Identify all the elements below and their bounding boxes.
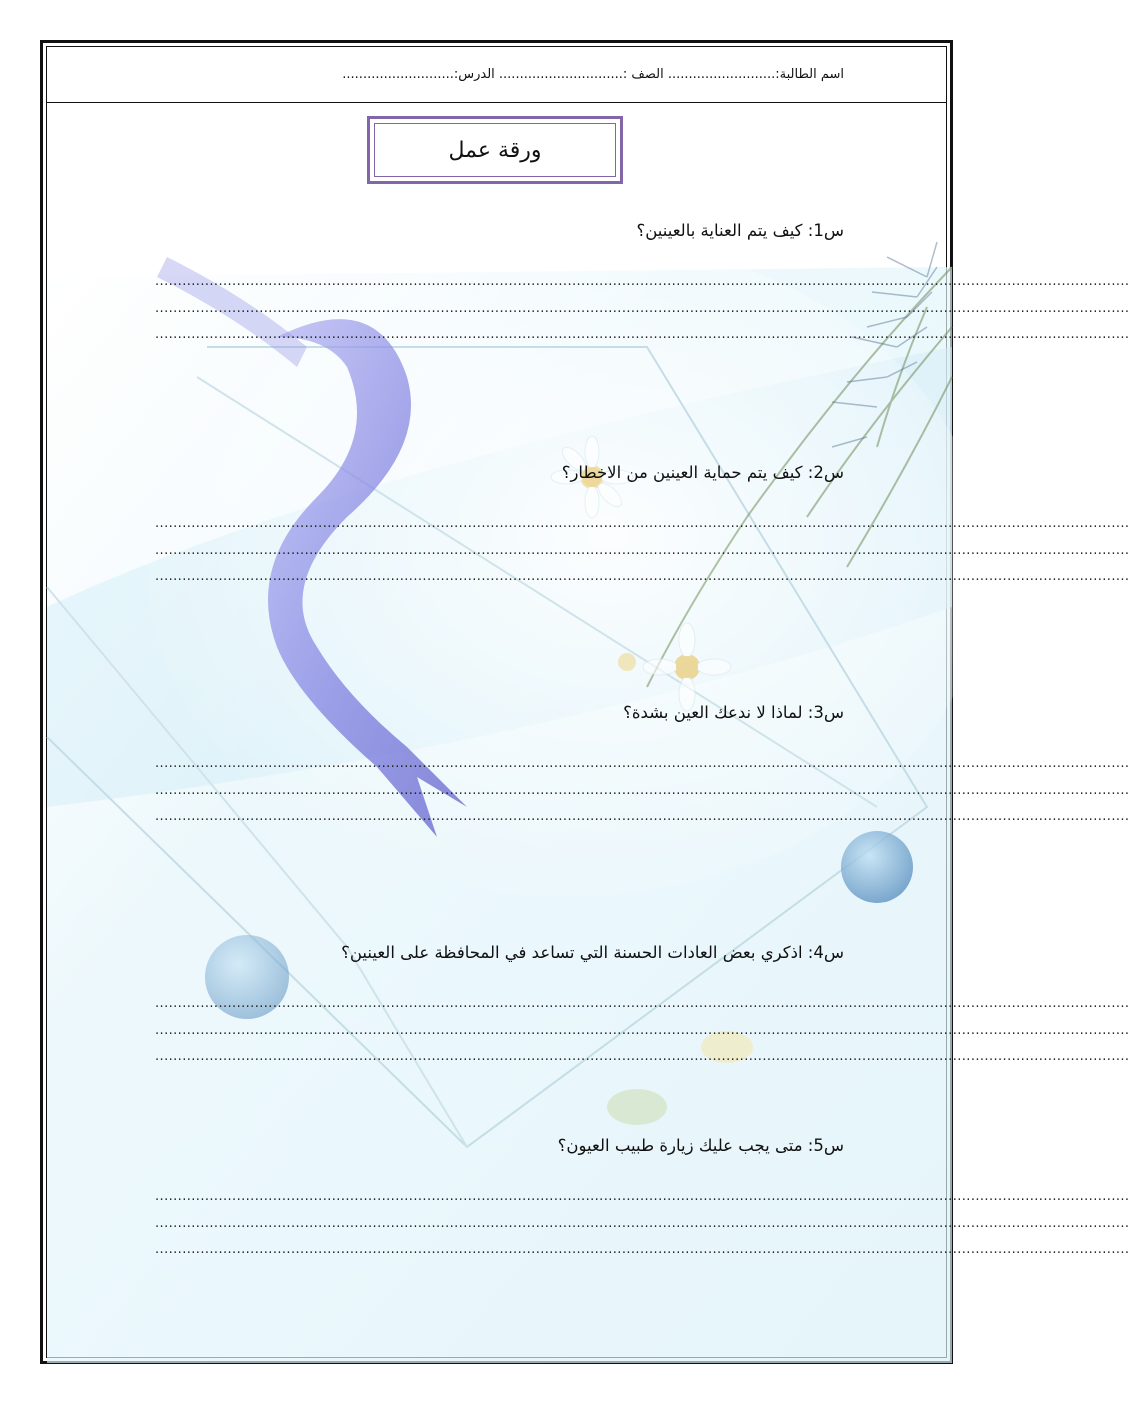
answer-line[interactable]: ....................................................................................................................................................................................................................... <box>155 756 1129 771</box>
answer-line[interactable]: ....................................................................................................................................................................................................................... <box>155 543 1129 558</box>
answer-line[interactable]: ....................................................................................................................................................................................................................... <box>155 1242 1129 1257</box>
answer-line[interactable]: ....................................................................................................................................................................................................................... <box>155 516 1129 531</box>
question-2: س2: كيف يتم حماية العينين من الاخطار؟ <box>561 463 844 482</box>
worksheet-inner-frame <box>46 46 1129 1358</box>
answer-line[interactable]: ....................................................................................................................................................................................................................... <box>155 327 1129 342</box>
question-3: س3: لماذا لا ندعك العين بشدة؟ <box>623 703 844 722</box>
answer-line[interactable]: ....................................................................................................................................................................................................................... <box>155 996 1129 1011</box>
answer-line[interactable]: ....................................................................................................................................................................................................................... <box>155 1189 1129 1204</box>
question-4: س4: اذكري بعض العادات الحسنة التي تساعد في المحافظة على العينين؟ <box>341 943 844 962</box>
student-info-line: اسم الطالبة:.......................... الصف :.............................. الدرس:........................... <box>342 67 844 82</box>
answer-line[interactable]: ....................................................................................................................................................................................................................... <box>155 809 1129 824</box>
answer-line[interactable]: ....................................................................................................................................................................................................................... <box>155 783 1129 798</box>
worksheet-title: ورقة عمل <box>374 123 616 177</box>
answer-line[interactable]: ....................................................................................................................................................................................................................... <box>155 569 1129 584</box>
student-info-header <box>47 47 946 103</box>
answer-line[interactable]: ....................................................................................................................................................................................................................... <box>155 1216 1129 1231</box>
question-1: س1: كيف يتم العناية بالعينين؟ <box>636 221 844 240</box>
answer-line[interactable]: ....................................................................................................................................................................................................................... <box>155 301 1129 316</box>
answer-line[interactable]: ....................................................................................................................................................................................................................... <box>155 1023 1129 1038</box>
answer-line[interactable]: ....................................................................................................................................................................................................................... <box>155 1049 1129 1064</box>
worksheet-title-box <box>367 116 623 184</box>
answer-line[interactable]: ....................................................................................................................................................................................................................... <box>155 274 1129 289</box>
worksheet-frame <box>40 40 1129 1364</box>
question-5: س5: متى يجب عليك زيارة طبيب العيون؟ <box>557 1136 844 1155</box>
